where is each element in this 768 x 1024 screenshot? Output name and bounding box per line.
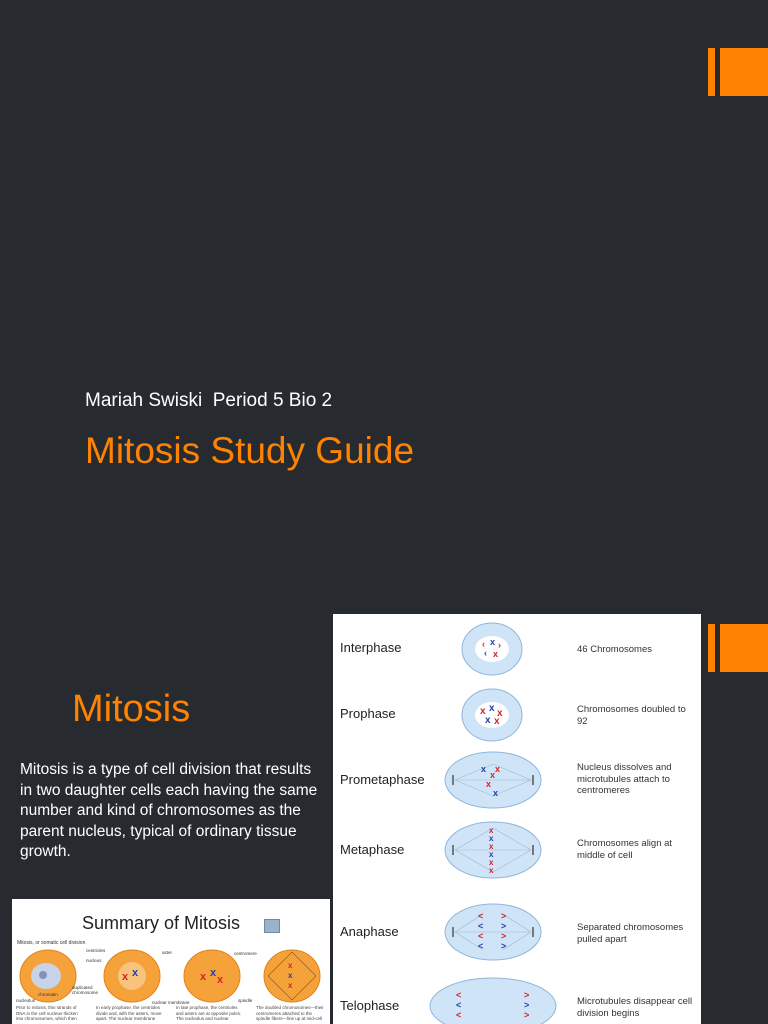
phase-label: Metaphase [340, 842, 405, 857]
phase-label: Anaphase [340, 924, 399, 939]
phase-row-prometaphase [333, 750, 701, 810]
mitosis-slide [0, 612, 768, 1024]
cell-label: nuclear membrane [152, 1000, 190, 1005]
accent-bars [708, 48, 768, 96]
svg-text:x: x [495, 764, 501, 774]
svg-text:x: x [480, 706, 486, 717]
cell-label: centromere [234, 951, 257, 956]
svg-text:x: x [493, 788, 499, 798]
accent-thin-bar [708, 624, 715, 672]
svg-text:x: x [486, 779, 492, 789]
svg-text:x: x [489, 834, 494, 843]
svg-text:>: > [524, 1000, 530, 1010]
interphase-cell-illustration [460, 620, 524, 678]
svg-text:>: > [501, 911, 507, 921]
phase-label: Prophase [340, 706, 396, 721]
svg-text:>: > [501, 941, 507, 951]
svg-text:<: < [478, 911, 484, 921]
svg-text:x: x [200, 971, 207, 983]
svg-text:x: x [489, 866, 494, 875]
phase-row-prophase [333, 684, 701, 744]
phase-row-telophase [333, 976, 701, 1024]
summary-cell-early-prophase [100, 946, 166, 1004]
cell-label: nucleus [86, 958, 102, 963]
phase-label: Interphase [340, 640, 402, 655]
svg-text:<: < [456, 1000, 462, 1010]
svg-text:>: > [501, 921, 507, 931]
phase-description: 46 Chromosomes [577, 644, 652, 655]
svg-text:‹: ‹ [482, 639, 485, 649]
svg-text:x: x [288, 981, 293, 990]
cell-label: nucleolus [16, 998, 36, 1003]
phase-description: Chromosomes doubled to 92 [577, 704, 686, 727]
svg-text:<: < [478, 921, 484, 931]
slide-title: Mitosis Study Guide [85, 430, 415, 471]
accent-thick-bar [720, 624, 768, 672]
cell-label: duplicated chromosome [72, 985, 99, 995]
summary-cell-metaphase [260, 946, 326, 1004]
svg-text:>: > [524, 990, 530, 1000]
cell-label: aster [162, 950, 173, 955]
prometaphase-cell-illustration [443, 750, 543, 810]
phase-row-anaphase [333, 902, 701, 962]
summary-caption: Mitosis, or somatic cell division [17, 940, 86, 946]
summary-step-text: The doubled chromosomes—their centromeres attached to the spindle fibers—line up at mid-cell [256, 1005, 324, 1021]
summary-step-text: In late prophase, the centrioles and asters are at opposite poles. The nucleolus and nuclear [176, 1005, 242, 1021]
phase-row-interphase [333, 618, 701, 678]
summary-panel [12, 899, 330, 1024]
summary-step-text: Prior to mitosis, thin strands of DNA in the cell nucleus thicken into chromosomes, which then [16, 1005, 78, 1021]
svg-text:x: x [485, 715, 491, 726]
svg-text:x: x [489, 842, 494, 851]
accent-thick-bar [720, 48, 768, 96]
svg-text:>: > [524, 1010, 530, 1020]
phase-description: Microtubules disappear cell division begins [577, 996, 693, 1019]
prophase-cell-illustration [460, 686, 524, 744]
image-icon [264, 919, 280, 933]
svg-text:x: x [288, 961, 293, 970]
svg-text:>: > [501, 931, 507, 941]
svg-text:x: x [122, 971, 129, 983]
svg-text:‹: ‹ [484, 648, 487, 658]
accent-bars [708, 624, 768, 672]
phase-description: Nucleus dissolves and microtubules attach to centromeres [577, 762, 672, 796]
metaphase-cell-illustration [443, 820, 543, 880]
cell-label: spindle [238, 998, 253, 1003]
cell-label: centrioles [86, 948, 106, 953]
svg-text:<: < [456, 1010, 462, 1020]
svg-text:x: x [489, 850, 494, 859]
svg-text:x: x [489, 703, 495, 714]
svg-text:<: < [478, 941, 484, 951]
svg-text:x: x [288, 971, 293, 980]
definition-text: Mitosis is a type of cell division that results in two daughter cells each having the same number and kind of chromosomes as the parent nucleus, typical of ordinary tissue growth. [20, 761, 318, 860]
telophase-cell-illustration [428, 976, 558, 1024]
svg-text:x: x [494, 716, 500, 727]
phase-label: Prometaphase [340, 772, 425, 787]
anaphase-cell-illustration [443, 902, 543, 962]
summary-step-text: In early prophase, the centrioles divide and, with the asters, move apart. The nuclear membrane [96, 1005, 162, 1021]
phase-label: Telophase [340, 998, 400, 1013]
phases-diagram [333, 614, 701, 1024]
svg-text:x: x [489, 858, 494, 867]
svg-text:x: x [132, 967, 139, 979]
phase-row-metaphase [333, 820, 701, 880]
svg-text:x: x [489, 826, 494, 835]
accent-thin-bar [708, 48, 715, 96]
svg-text:<: < [456, 990, 462, 1000]
section-heading: Mitosis [72, 688, 191, 730]
cell-label: chromatin [38, 992, 58, 997]
summary-title: Summary of Mitosis [82, 913, 241, 933]
svg-text:<: < [478, 931, 484, 941]
svg-text:x: x [493, 649, 499, 659]
phase-description: Separated chromosomes pulled apart [577, 922, 684, 945]
svg-text:›: › [498, 640, 501, 650]
svg-text:x: x [490, 637, 496, 647]
svg-text:x: x [497, 708, 503, 719]
slide-subtitle: Mariah Swiski Period 5 Bio 2 [85, 390, 333, 411]
svg-text:x: x [481, 764, 487, 774]
svg-text:x: x [210, 967, 217, 979]
svg-text:x: x [217, 974, 224, 986]
phase-description: Chromosomes align at middle of cell [577, 838, 673, 861]
svg-text:x: x [490, 770, 496, 780]
